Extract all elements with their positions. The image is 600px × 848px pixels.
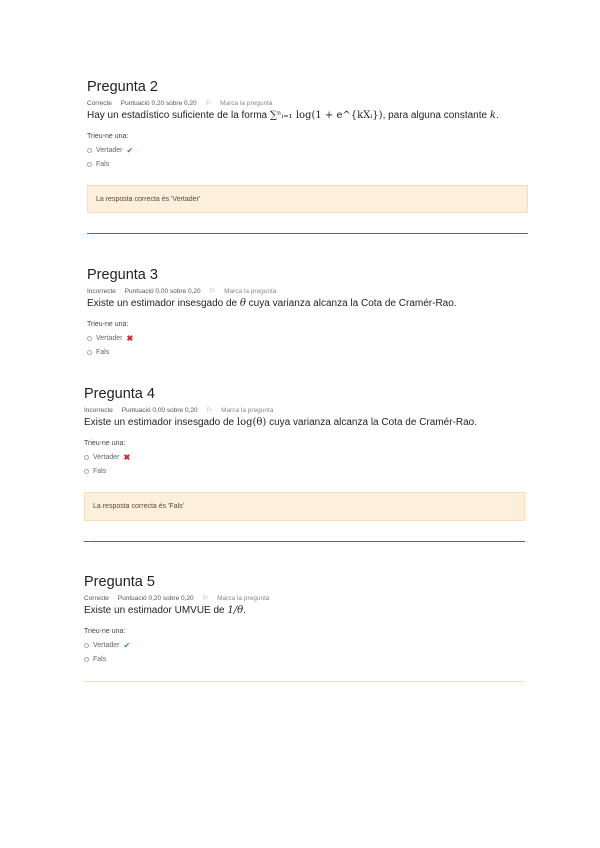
feedback-box-top-edge	[84, 681, 525, 682]
answer-option-vertader[interactable]	[87, 146, 499, 155]
answer-prompt: Trieu-ne una:	[87, 321, 129, 328]
question-text	[87, 298, 457, 309]
question-title: Pregunta 3	[87, 267, 158, 283]
flag-question-link[interactable]	[202, 595, 276, 602]
radio-button[interactable]	[87, 162, 92, 167]
question-status: Correcte	[87, 100, 112, 107]
radio-button[interactable]	[84, 643, 89, 648]
answer-option-vertader[interactable]	[87, 334, 457, 343]
question-block-3	[87, 267, 457, 356]
feedback-text: La resposta correcta és 'Fals'	[93, 503, 184, 510]
question-info	[87, 287, 457, 295]
answer-prompt: Trieu-ne una:	[84, 628, 126, 635]
feedback-box	[84, 492, 525, 521]
answer-option-fals[interactable]	[84, 656, 283, 663]
flag-label: Marca la pregunta	[217, 595, 270, 602]
correct-check-icon: ✔	[123, 641, 131, 650]
option-label: Fals	[96, 349, 110, 356]
math-expression: log(θ)	[236, 417, 267, 428]
incorrect-cross-icon: ✖	[123, 453, 131, 462]
question-text	[87, 110, 499, 121]
flag-question-link[interactable]	[209, 288, 283, 295]
answer-prompt: Trieu-ne una:	[87, 133, 129, 140]
question-score: Puntuació 0,20 sobre 0,20	[117, 595, 194, 602]
question-block-2	[87, 79, 499, 168]
question-text-part: Existe un estimador insesgado de	[84, 417, 237, 428]
question-status: Correcte	[84, 595, 109, 602]
radio-button[interactable]	[87, 336, 92, 341]
option-label: Vertader	[93, 454, 120, 461]
flag-label: Marca la pregunta	[224, 288, 277, 295]
flag-icon: ⚐	[205, 100, 212, 107]
flag-label: Marca la pregunta	[221, 407, 274, 414]
question-text-part: .	[495, 110, 499, 121]
math-variable: θ	[239, 298, 246, 309]
answer-option-vertader[interactable]	[84, 453, 477, 462]
answer-option-vertader[interactable]	[84, 641, 283, 650]
question-score: Puntuació 0,20 sobre 0,20	[120, 100, 197, 107]
option-label: Fals	[96, 161, 110, 168]
math-variable: k	[489, 110, 496, 121]
question-block-5	[84, 574, 283, 663]
option-label: Fals	[93, 468, 107, 475]
feedback-box	[87, 185, 528, 213]
question-text-part: .	[243, 605, 246, 616]
math-expression: 1/θ	[227, 605, 244, 616]
radio-button[interactable]	[87, 148, 92, 153]
question-text-part: Existe un estimador insesgado de	[87, 298, 240, 309]
question-title: Pregunta 4	[84, 386, 155, 402]
question-text-part: , para alguna constante	[382, 110, 490, 121]
answer-option-fals[interactable]	[87, 349, 457, 356]
question-title: Pregunta 2	[87, 79, 158, 95]
feedback-text: La resposta correcta és 'Vertader'	[96, 195, 201, 203]
question-info	[84, 594, 283, 602]
flag-question-link[interactable]	[205, 100, 279, 107]
answer-option-fals[interactable]	[84, 468, 477, 475]
question-info	[87, 99, 499, 107]
question-info	[84, 406, 477, 414]
question-status: Incorrecte	[84, 407, 113, 414]
option-label: Fals	[93, 656, 107, 663]
incorrect-cross-icon: ✖	[126, 334, 134, 343]
radio-button[interactable]	[84, 455, 89, 460]
option-label: Vertader	[96, 147, 123, 154]
flag-icon: ⚐	[202, 595, 209, 602]
question-score: Puntuació 0,00 sobre 0,20	[121, 407, 198, 414]
question-title: Pregunta 5	[84, 574, 155, 590]
question-divider	[84, 541, 525, 542]
question-text-part: cuya varianza alcanza la Cota de Cramér-Rao.	[245, 298, 457, 309]
question-status: Incorrecte	[87, 288, 116, 295]
question-text-part: cuya varianza alcanza la Cota de Cramér-Rao.	[266, 417, 477, 428]
flag-label: Marca la pregunta	[220, 100, 273, 107]
question-score: Puntuació 0,00 sobre 0,20	[124, 288, 201, 295]
flag-icon: ⚐	[209, 288, 216, 295]
question-divider	[87, 233, 528, 234]
flag-icon: ⚐	[206, 407, 213, 414]
math-expression: ∑ⁿᵢ₌₁ log(1 + e^{kXᵢ})	[269, 110, 383, 121]
option-label: Vertader	[93, 642, 120, 649]
radio-button[interactable]	[84, 469, 89, 474]
radio-button[interactable]	[87, 350, 92, 355]
answer-prompt: Trieu-ne una:	[84, 440, 126, 447]
answer-option-fals[interactable]	[87, 161, 499, 168]
question-text	[84, 417, 477, 428]
question-block-4	[84, 386, 477, 475]
flag-question-link[interactable]	[206, 407, 280, 414]
correct-check-icon: ✔	[126, 146, 134, 155]
question-text-part: Existe un estimador UMVUE de	[84, 605, 228, 616]
question-text-part: Hay un estadístico suficiente de la forma	[87, 110, 270, 121]
question-text	[84, 605, 283, 616]
option-label: Vertader	[96, 335, 123, 342]
radio-button[interactable]	[84, 657, 89, 662]
